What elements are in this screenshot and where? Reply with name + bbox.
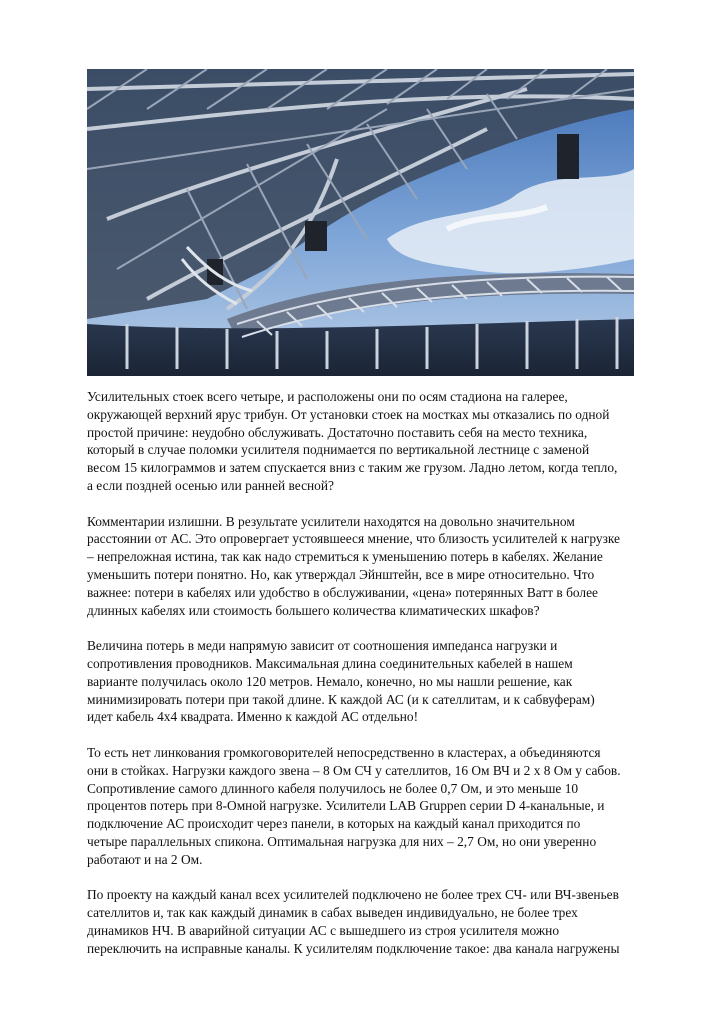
text-line: То есть нет линкования громкоговорителей непосредственно в кластерах, а объединяются: [87, 744, 601, 760]
text-line: простой причине: неудобно обслуживать. Достаточно поставить себя на место техника,: [87, 424, 588, 440]
text-line: По проекту на каждый канал всех усилителей подключено не более трех СЧ- или ВЧ-звеньев: [87, 887, 619, 903]
text-line: Усилительных стоек всего четыре, и расположены они по осям стадиона на галерее,: [87, 389, 568, 404]
text-line: который в случае поломки усилителя поднимается по вертикальной лестнице с заменой: [87, 442, 590, 458]
text-line: минимизировать потери при такой длине. К каждой АС (и к сателлитам, и к сабвуферам): [87, 691, 595, 707]
text-line: весом 15 килограммов и затем спускается вниз с таким же грузом. Ладно летом, когда тепло,: [87, 460, 618, 476]
text-line: – непреложная истина, так как надо стремиться к уменьшению потерь в кабелях. Желание: [87, 549, 603, 565]
text-line: важнее: потери в кабелях или удобство в обслуживании, «цена» потерянных Ватт в более: [87, 584, 598, 600]
text-line: четыре параллельных спикона. Оптимальная нагрузка для них – 2,7 Ом, но они уверенно: [87, 833, 597, 849]
text-line: динамиков НЧ. В аварийной ситуации АС с вышедшего из строя усилителя можно: [87, 922, 560, 938]
text-line: окружающей верхний ярус трибун. От установки стоек на мостках мы отказались по одной: [87, 406, 610, 422]
text-line: идет кабель 4х4 квадрата. Именно к каждой АС отдельно!: [87, 709, 419, 725]
text-line: переключить на исправные каналы. К усилителям подключение такое: два канала нагружены: [87, 940, 620, 956]
paragraph-amplifier-racks: [87, 388, 677, 495]
text-line: сателлитов и, так как каждый динамик в сабах выведен индивидуально, не более трех: [87, 905, 578, 921]
text-line: Сопротивление самого длинного кабеля получилось не более 0,7 Ом, и это меньше 10: [87, 780, 579, 796]
text-line: сопротивления проводников. Максимальная длина соединительных кабелей в нашем: [87, 655, 573, 671]
text-line: они в стойках. Нагрузки каждого звена – 8 Ом СЧ у сателлитов, 16 Ом ВЧ и 2 х 8 Ом у сабов.: [87, 762, 621, 778]
text-line: расстоянии от АС. Это опровергает устоявшееся мнение, что близость усилителей к нагрузке: [87, 531, 620, 547]
stadium-roof-photo: [87, 69, 634, 376]
text-line: работают и на 2 Ом.: [87, 851, 203, 867]
text-line: длинных кабелях или стоимость большего количества климатических шкафов?: [87, 602, 540, 618]
text-line: варианте получилась около 120 метров. Немало, конечно, но мы нашли решение, как: [87, 673, 573, 689]
text-line: Величина потерь в меди напрямую зависит от соотношения импеданса нагрузки и: [87, 638, 558, 654]
text-line: Комментарии излишни. В результате усилители находятся на довольно значительном: [87, 513, 575, 529]
paragraph-copper-losses: [87, 637, 677, 726]
paragraph-channel-wiring: [87, 886, 677, 957]
text-line: уменьшить потери понятно. Но, как утверждал Эйнштейн, все в мире относительно. Что: [87, 566, 595, 582]
text-line: процентов потерь при 8-Омной нагрузке. Усилители LAB Gruppen серии D 4-канальные, и: [87, 798, 605, 814]
text-line: подключение АС происходит через панели, в которых на каждый канал приходится по: [87, 816, 581, 832]
paragraph-cable-losses: [87, 513, 677, 620]
paragraph-loads: [87, 744, 677, 869]
text-line: а если поздней осенью или ранней весной?: [87, 477, 334, 493]
article-body: [87, 388, 677, 975]
